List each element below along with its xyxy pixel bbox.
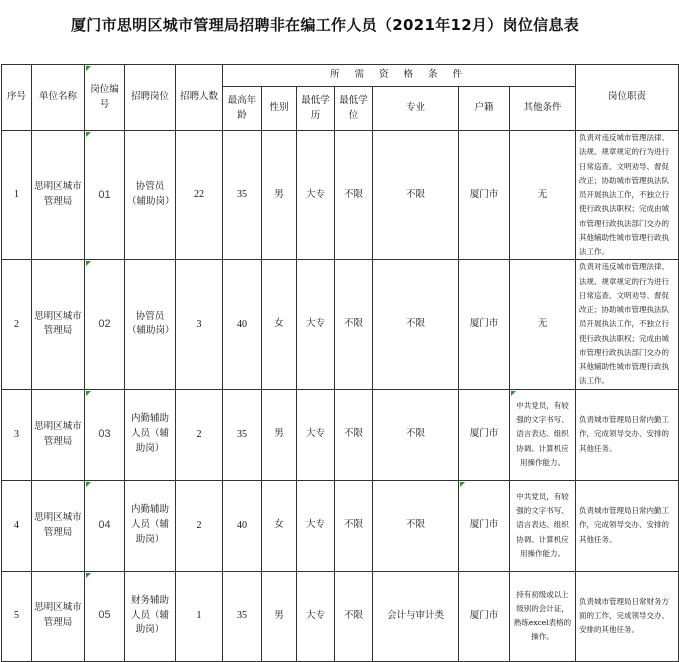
cell-other: 无 bbox=[510, 131, 576, 260]
cell-count: 2 bbox=[176, 480, 223, 571]
position-table bbox=[1, 64, 679, 662]
cell-code-value: 03 bbox=[98, 427, 111, 440]
cell-other: 持有初级或以上级别的会计证，熟练excel表格的操作。 bbox=[510, 571, 576, 661]
cell-max-age: 35 bbox=[223, 131, 262, 260]
cell-other-value: 中共党员，有较强的文字书写、语言表达、组织协调、计算机应用操作能力。 bbox=[516, 400, 569, 467]
cell-major: 不限 bbox=[373, 389, 459, 480]
cell-code bbox=[85, 480, 125, 571]
table-row bbox=[2, 131, 679, 260]
cell-max-age: 35 bbox=[223, 389, 262, 480]
cell-major: 会计与审计类 bbox=[373, 571, 459, 661]
cell-marker-icon bbox=[86, 132, 91, 137]
cell-duties: 负责城市管理局日常内勤工作，完成领导交办、安排的其他任务。 bbox=[576, 480, 679, 571]
cell-min-edu: 大专 bbox=[297, 571, 335, 661]
header-row-1 bbox=[2, 65, 679, 87]
cell-code-value: 05 bbox=[98, 609, 111, 622]
cell-hukou: 厦门市 bbox=[459, 571, 510, 661]
cell-count: 3 bbox=[176, 260, 223, 389]
cell-count: 1 bbox=[176, 571, 223, 661]
cell-gender: 女 bbox=[262, 480, 297, 571]
cell-duties: 负责对违反城市管理法律、法规、规章规定的行为进行日常巡查、文明劝导、督促改正；协助城市管理执法队员开展执法工作，不独立行使行政执法职权；完成由城市管理行政执法部门交办的其他辅助性城市管理行政执法工作。 bbox=[576, 260, 679, 389]
cell-code-value: 01 bbox=[98, 188, 111, 201]
cell-marker-icon bbox=[511, 391, 516, 396]
cell-seq: 2 bbox=[2, 260, 32, 389]
header-unit: 单位名称 bbox=[32, 65, 85, 131]
cell-min-degree: 不限 bbox=[335, 571, 373, 661]
cell-marker-icon bbox=[86, 573, 91, 578]
cell-hukou: 厦门市 bbox=[459, 131, 510, 260]
cell-seq: 3 bbox=[2, 389, 32, 480]
cell-position: 内勤辅助人员（辅助岗） bbox=[125, 480, 176, 571]
header-seq: 序号 bbox=[2, 65, 32, 131]
table-row bbox=[2, 260, 679, 389]
header-gender: 性别 bbox=[262, 87, 297, 131]
cell-count: 22 bbox=[176, 131, 223, 260]
cell-marker-icon bbox=[86, 66, 91, 71]
cell-marker-icon bbox=[86, 261, 91, 266]
cell-marker-icon bbox=[86, 482, 91, 487]
cell-gender: 女 bbox=[262, 260, 297, 389]
cell-seq: 1 bbox=[2, 131, 32, 260]
cell-marker-icon bbox=[86, 391, 91, 396]
cell-max-age: 35 bbox=[223, 571, 262, 661]
cell-min-degree: 不限 bbox=[335, 260, 373, 389]
cell-count: 2 bbox=[176, 389, 223, 480]
cell-unit: 思明区城市管理局 bbox=[32, 480, 85, 571]
header-other: 其他条件 bbox=[510, 87, 576, 131]
cell-duties: 负责对违反城市管理法律、法规、规章规定的行为进行日常巡查、文明劝导、督促改正；协助城市管理执法队员开展执法工作，不独立行使行政执法职权；完成由城市管理行政执法部门交办的其他辅助性城市管理行政执法工作。 bbox=[576, 131, 679, 260]
cell-other bbox=[510, 389, 576, 480]
cell-max-age: 40 bbox=[223, 260, 262, 389]
header-requirements: 所 需 资 格 条 件 bbox=[223, 65, 576, 87]
cell-code bbox=[85, 260, 125, 389]
header-code-label: 岗位编号 bbox=[90, 83, 119, 110]
cell-code bbox=[85, 389, 125, 480]
cell-min-edu: 大专 bbox=[297, 260, 335, 389]
cell-unit: 思明区城市管理局 bbox=[32, 131, 85, 260]
header-min-edu: 最低学历 bbox=[297, 87, 335, 131]
cell-seq: 4 bbox=[2, 480, 32, 571]
cell-max-age: 40 bbox=[223, 480, 262, 571]
cell-seq: 5 bbox=[2, 571, 32, 661]
header-min-degree: 最低学位 bbox=[335, 87, 373, 131]
table-row bbox=[2, 480, 679, 571]
header-code bbox=[85, 65, 125, 131]
table-row bbox=[2, 389, 679, 480]
cell-hukou bbox=[459, 480, 510, 571]
cell-major: 不限 bbox=[373, 480, 459, 571]
cell-hukou: 厦门市 bbox=[459, 389, 510, 480]
cell-gender: 男 bbox=[262, 389, 297, 480]
cell-code-value: 04 bbox=[98, 518, 111, 531]
cell-major: 不限 bbox=[373, 131, 459, 260]
cell-duties: 负责城市管理局日常内勤工作，完成领导交办、安排的其他任务。 bbox=[576, 389, 679, 480]
cell-min-edu: 大专 bbox=[297, 131, 335, 260]
header-hukou: 户籍 bbox=[459, 87, 510, 131]
header-count: 招聘人数 bbox=[176, 65, 223, 131]
cell-marker-icon bbox=[460, 482, 465, 487]
table-row bbox=[2, 571, 679, 661]
cell-hukou: 厦门市 bbox=[459, 260, 510, 389]
cell-unit: 思明区城市管理局 bbox=[32, 571, 85, 661]
cell-min-degree: 不限 bbox=[335, 389, 373, 480]
cell-major: 不限 bbox=[373, 260, 459, 389]
header-position: 招聘岗位 bbox=[125, 65, 176, 131]
cell-min-edu: 大专 bbox=[297, 480, 335, 571]
header-major: 专业 bbox=[373, 87, 459, 131]
cell-gender: 男 bbox=[262, 571, 297, 661]
cell-min-degree: 不限 bbox=[335, 131, 373, 260]
cell-gender: 男 bbox=[262, 131, 297, 260]
cell-hukou-value: 厦门市 bbox=[469, 519, 499, 531]
cell-position: 协管员（辅助岗） bbox=[125, 260, 176, 389]
cell-other: 中共党员，有较强的文字书写、语言表达、组织协调、计算机应用操作能力。 bbox=[510, 480, 576, 571]
cell-other: 无 bbox=[510, 260, 576, 389]
page-title: 厦门市思明区城市管理局招聘非在编工作人员（2021年12月）岗位信息表 bbox=[70, 16, 580, 34]
cell-min-edu: 大专 bbox=[297, 389, 335, 480]
header-max-age: 最高年龄 bbox=[223, 87, 262, 131]
cell-position: 协管员（辅助岗） bbox=[125, 131, 176, 260]
cell-position: 内勤辅助人员（辅助岗） bbox=[125, 389, 176, 480]
cell-code bbox=[85, 571, 125, 661]
cell-unit: 思明区城市管理局 bbox=[32, 260, 85, 389]
cell-position: 财务辅助人员（辅助岗） bbox=[125, 571, 176, 661]
cell-duties: 负责城市管理局日常财务方面的工作，完成领导交办、安排的其他任务。 bbox=[576, 571, 679, 661]
header-duties: 岗位职责 bbox=[576, 65, 679, 131]
cell-unit: 思明区城市管理局 bbox=[32, 389, 85, 480]
cell-code-value: 02 bbox=[98, 317, 111, 330]
cell-code bbox=[85, 131, 125, 260]
cell-min-degree: 不限 bbox=[335, 480, 373, 571]
